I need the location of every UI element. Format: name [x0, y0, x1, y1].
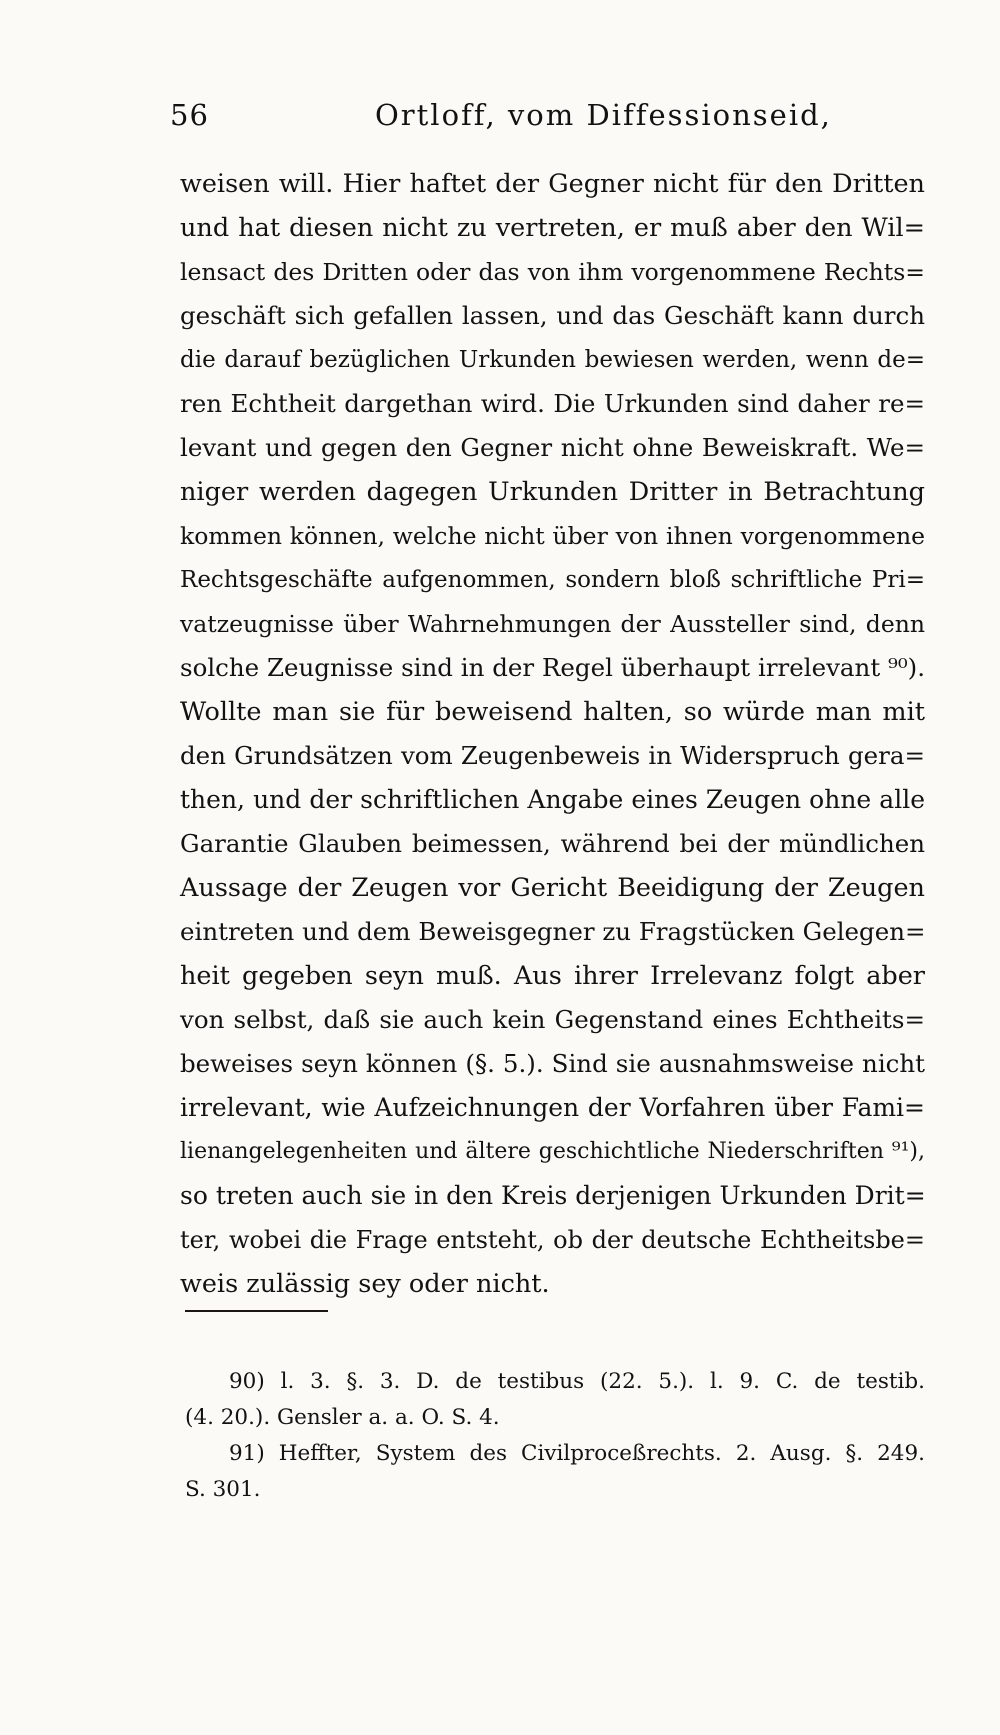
text-line: ren Echtheit dargethan wird. Die Urkunden sind daher re= — [180, 389, 925, 418]
text-line: Garantie Glauben beimessen, während bei der mündlichen — [180, 829, 925, 858]
text-line: levant und gegen den Gegner nicht ohne Beweiskraft. We= — [180, 433, 925, 462]
text-line: Wollte man sie für beweisend halten, so würde man mit — [180, 697, 925, 727]
text-line: vatzeugnisse über Wahrnehmungen der Aussteller sind, denn — [180, 610, 925, 638]
text-line: ter, wobei die Frage entsteht, ob der deutsche Echtheitsbe= — [180, 1226, 925, 1254]
text-line: heit gegeben seyn muß. Aus ihrer Irrelevanz folgt aber — [180, 961, 925, 991]
footnote-90-line-2: (4. 20.). Gensler a. a. O. S. 4. — [185, 1405, 500, 1430]
running-head: Ortloff, vom Diffessionseid, — [375, 98, 832, 132]
text-line: von selbst, daß sie auch kein Gegenstand eines Echtheits= — [180, 1005, 925, 1034]
text-line: weisen will. Hier haftet der Gegner nicht für den Dritten — [180, 169, 925, 199]
text-line: beweises seyn können (§. 5.). Sind sie ausnahmsweise nicht — [180, 1049, 925, 1078]
text-line: geschäft sich gefallen lassen, und das Geschäft kann durch — [180, 301, 925, 330]
text-line: then, und der schriftlichen Angabe eines Zeugen ohne alle — [180, 785, 925, 814]
text-line: und hat diesen nicht zu vertreten, er muß aber den Wil= — [180, 213, 925, 243]
footnote-91-line-1: 91) Heffter, System des Civilproceßrechts. 2. Ausg. §. 249. — [229, 1441, 925, 1466]
text-line: Aussage der Zeugen vor Gericht Beeidigung der Zeugen — [180, 873, 925, 903]
text-line: die darauf bezüglichen Urkunden bewiesen werden, wenn de= — [180, 347, 925, 373]
text-line: solche Zeugnisse sind in der Regel überhaupt irrelevant ⁹⁰). — [180, 653, 925, 682]
text-line: eintreten und dem Beweisgegner zu Fragstücken Gelegen= — [180, 917, 926, 946]
footnotes — [185, 1364, 925, 1508]
text-line: Rechtsgeschäfte aufgenommen, sondern bloß schriftliche Pri= — [180, 567, 925, 593]
text-line: lensact des Dritten oder das von ihm vorgenommene Rechts= — [180, 258, 925, 286]
text-line: irrelevant, wie Aufzeichnungen der Vorfahren über Fami= — [180, 1093, 925, 1122]
body-text — [180, 162, 925, 1306]
page-number: 56 — [170, 98, 209, 132]
text-line: den Grundsätzen vom Zeugenbeweis in Widerspruch gera= — [180, 741, 925, 770]
text-line: lienangelegenheiten und ältere geschichtliche Niederschriften ⁹¹), — [180, 1139, 925, 1164]
page-header — [170, 98, 925, 138]
text-line: weis zulässig sey oder nicht. — [180, 1269, 550, 1299]
text-line: so treten auch sie in den Kreis derjenigen Urkunden Drit= — [180, 1181, 926, 1210]
footnote-separator — [185, 1310, 328, 1312]
footnote-90-line-1: 90) l. 3. §. 3. D. de testibus (22. 5.). l. 9. C. de testib. — [229, 1369, 925, 1394]
footnote-91-line-2: S. 301. — [185, 1477, 261, 1502]
text-line: kommen können, welche nicht über von ihnen vorgenommene — [180, 522, 925, 550]
text-line: niger werden dagegen Urkunden Dritter in Betrachtung — [180, 477, 925, 507]
